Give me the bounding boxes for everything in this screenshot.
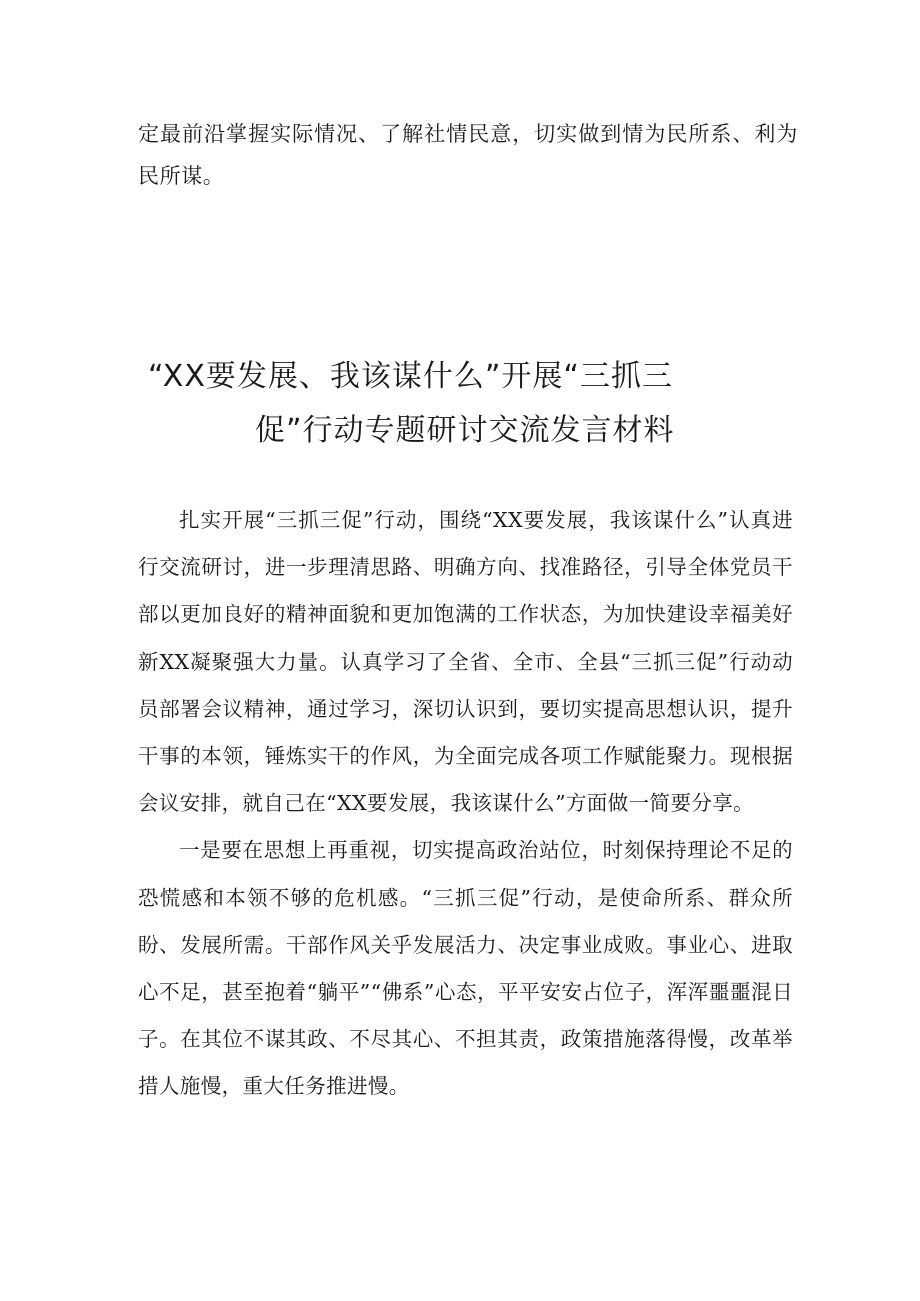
- document-body: [138, 497, 793, 1111]
- previous-page-continuation: 定最前沿掌握实际情况、了解社情民意，切实做到情为民所系、利为民所谋。: [138, 122, 798, 188]
- body-paragraph-first-point: 一是要在思想上再重视，切实提高政治站位，时刻保持理论不足的恐慌感和本领不够的危机感。“三抓三促”行动，是使命所系、群众所盼、发展所需。干部作风关乎发展活力、决定事业成败。事业心、进取心不足，甚至抱着“躺平”“佛系”心态，平平安安占位子，浑浑噩噩混日子。在其位不谋其政、不尽其心、不担其责，政策措施落得慢，改革举措人施慢，重大任务推进慢。: [138, 838, 793, 1099]
- document-title-line-2: 促”行动专题研讨交流发言材料: [255, 413, 675, 448]
- body-paragraph-intro: 扎实开展“三抓三促”行动，围绕“XX要发展，我该谋什么”认真进行交流研讨，进一步理清思路、明确方向、找准路径，引导全体党员干部以更加良好的精神面貌和更加饱满的工作状态，为加快建设幸福美好新XX凝聚强大力量。认真学习了全省、全市、全县“三抓三促”行动动员部署会议精神，通过学习，深切认识到，要切实提高思想认识，提升干事的本领，锤炼实干的作风，为全面完成各项工作赋能聚力。现根据会议安排，就自己在“XX要发展，我该谋什么”方面做一简要分享。: [138, 508, 793, 816]
- document-title-line-1: “XX要发展、我该谋什么”开展“三抓三: [148, 359, 673, 394]
